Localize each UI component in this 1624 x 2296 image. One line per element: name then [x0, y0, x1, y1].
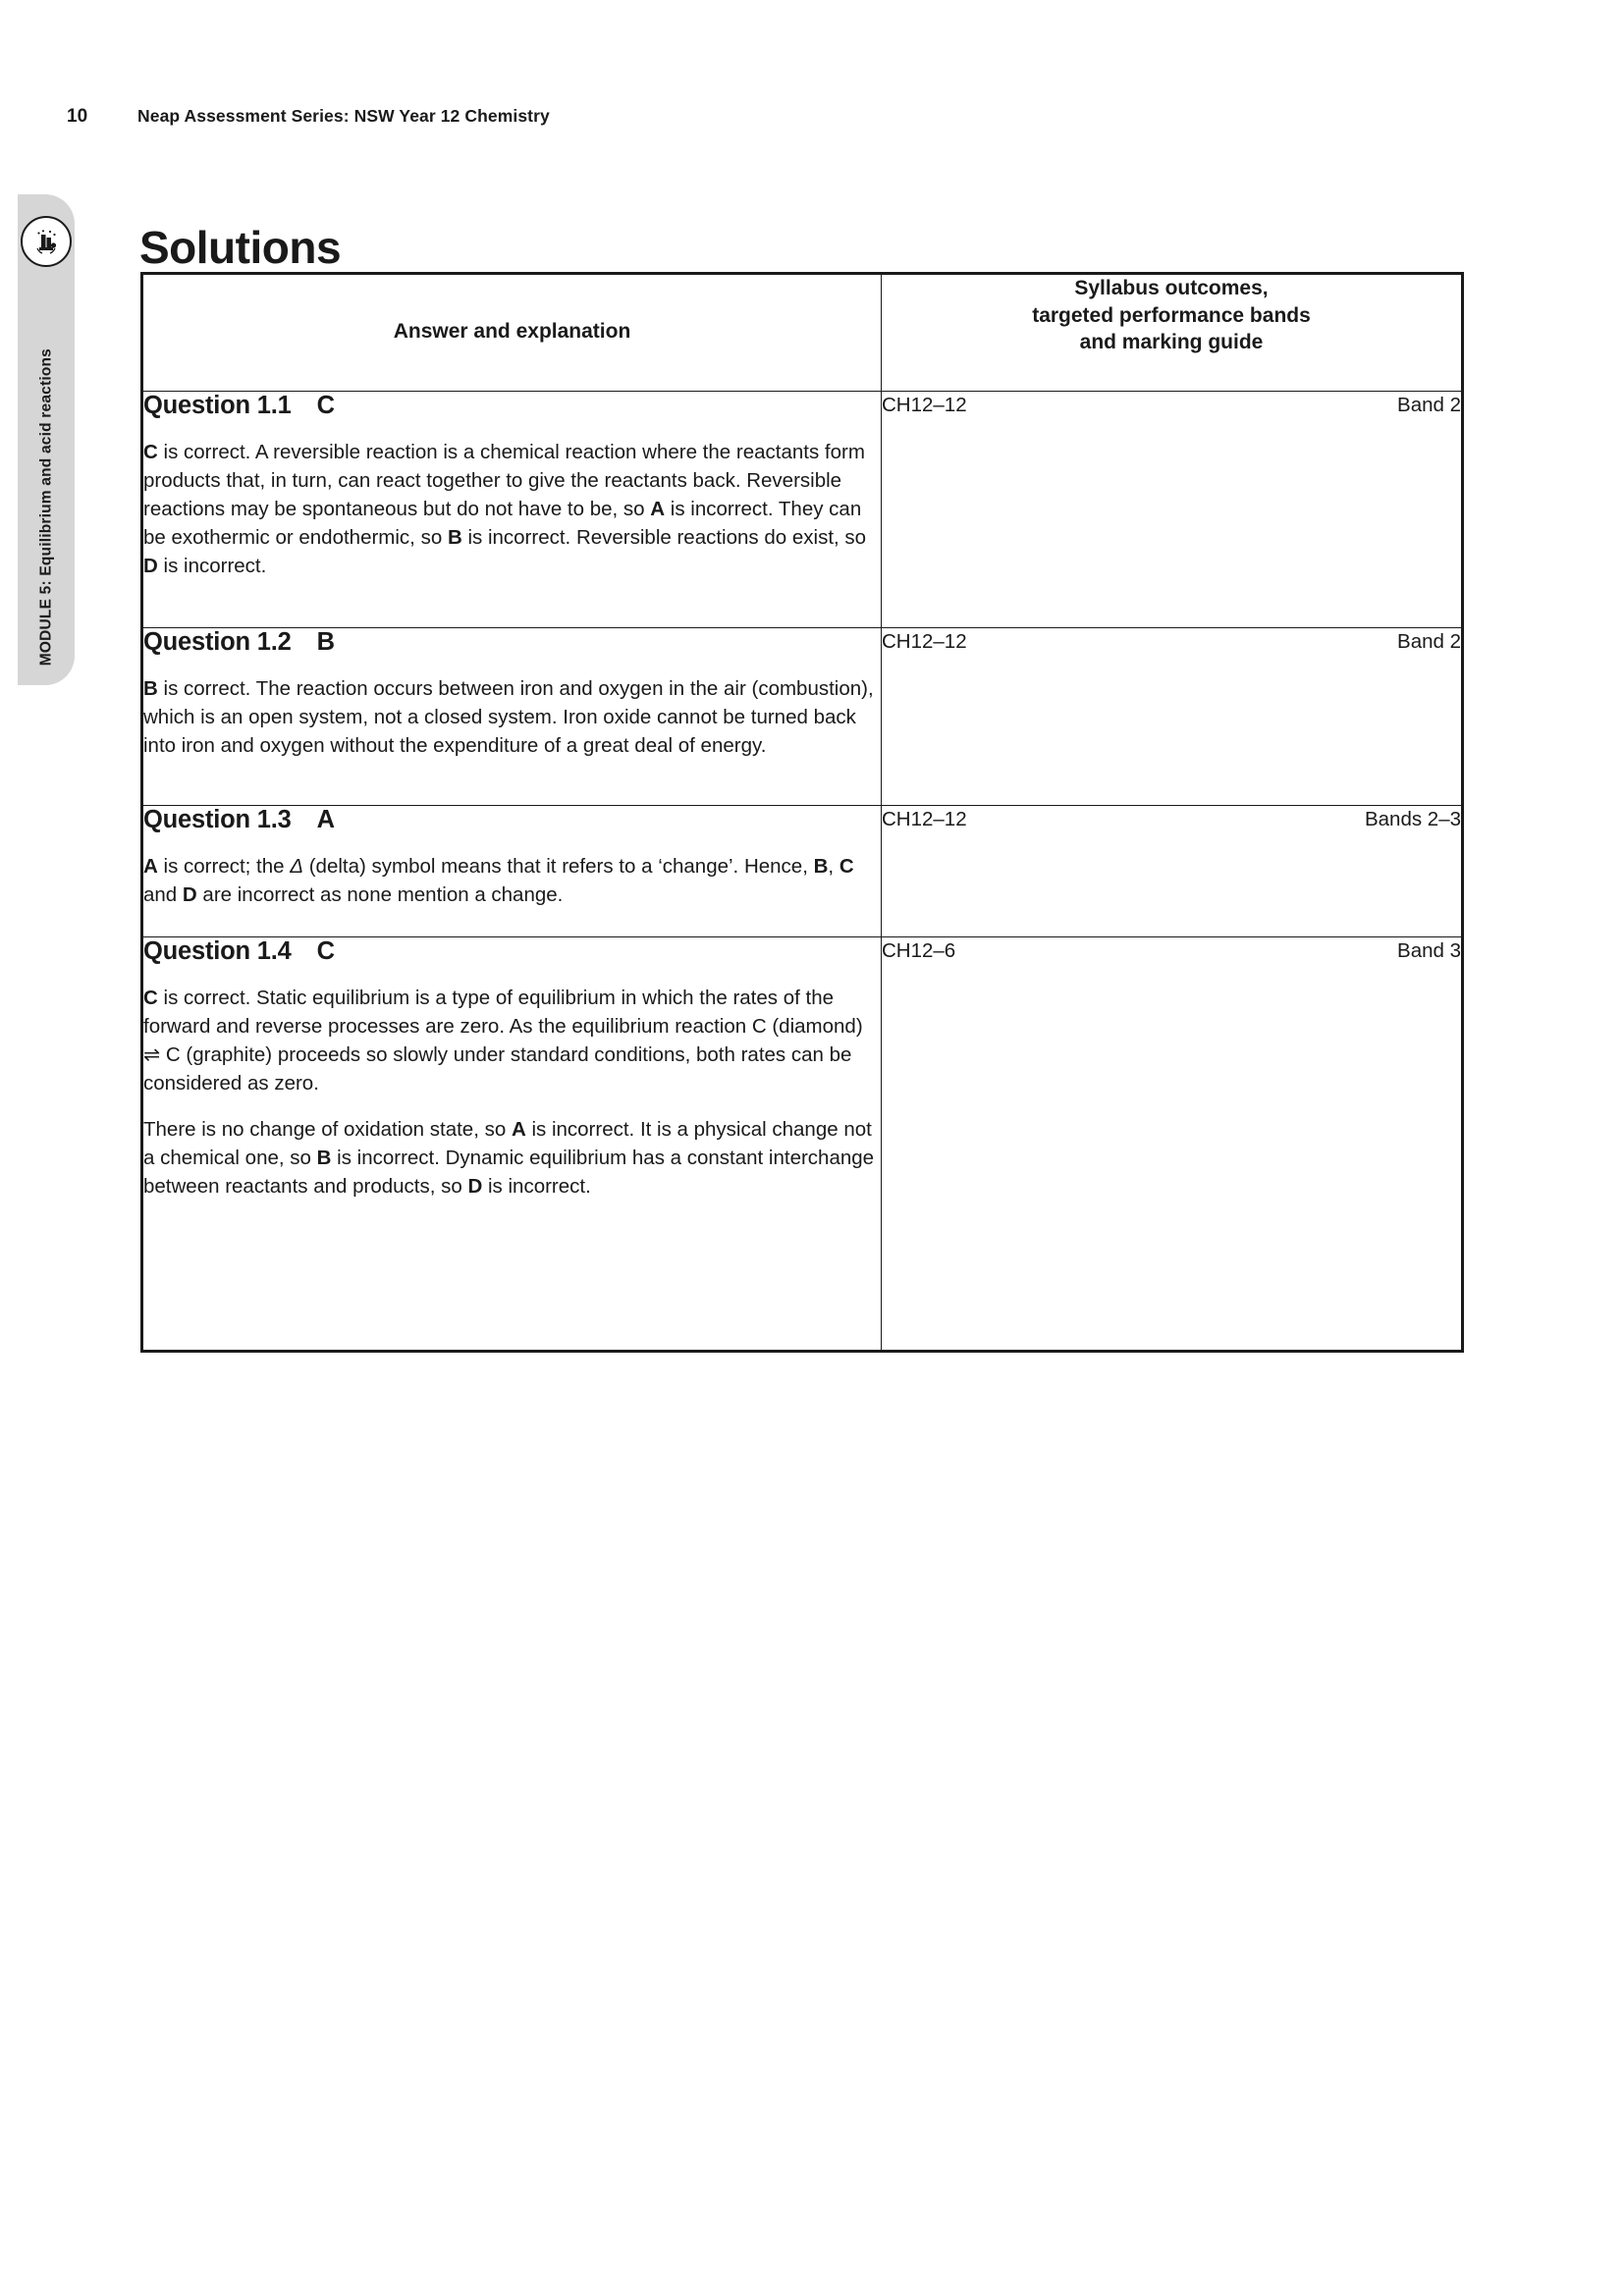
syllabus-outcome-code: CH12–12 [882, 807, 967, 830]
page-title: Solutions [139, 221, 342, 273]
table-row [142, 936, 1463, 1351]
performance-band: Band 3 [1397, 938, 1461, 962]
syllabus-outcome-code: CH12–12 [882, 629, 967, 653]
table-row [142, 627, 1463, 805]
table-header-row [142, 274, 1463, 392]
equilibrium-arrow-icon: ⇌ [143, 1042, 161, 1066]
syllabus-outcome-code: CH12–6 [882, 938, 956, 962]
explanation-paragraph: A is correct; the Δ (delta) symbol means that it refers to a ‘change’. Hence, B, C and D are incorrect as none mention a change. [143, 854, 854, 906]
outcome-cell [882, 936, 1463, 1351]
beaker-flask-icon [21, 216, 72, 267]
outcome-cell [882, 391, 1463, 627]
question-answer-letter: C [316, 936, 335, 965]
question-answer-letter: C [316, 391, 335, 419]
question-body [143, 852, 881, 909]
table-row [142, 805, 1463, 936]
question-body [143, 674, 881, 760]
solutions-table [140, 272, 1464, 1353]
column-header-outcome-line2: targeted performance bands [1032, 303, 1311, 327]
explanation-paragraph: C is correct. A reversible reaction is a chemical reaction where the reactants form products that, in turn, can react together to give the reactants back. Reversible reactions may be spontaneous but do not have to be, so A is incorrect. They can be exothermic or endothermic, so B is incorrect. Reversible reactions do exist, so D is incorrect. [143, 440, 867, 578]
answer-cell [142, 805, 882, 936]
outcome-cell [882, 805, 1463, 936]
table-head [142, 274, 1463, 392]
answer-cell [142, 627, 882, 805]
performance-band: Band 2 [1397, 393, 1461, 416]
question-heading [143, 937, 881, 966]
syllabus-outcome-code: CH12–12 [882, 393, 967, 416]
answer-cell [142, 936, 882, 1351]
question-body [143, 984, 881, 1201]
column-header-outcome-line1: Syllabus outcomes, [1074, 277, 1269, 299]
question-body [143, 438, 881, 581]
table-row [142, 391, 1463, 627]
question-answer-letter: A [316, 805, 335, 833]
performance-band: Bands 2–3 [1364, 807, 1461, 830]
module-side-tab-label: MODULE 5: Equilibrium and acid reactions [37, 347, 55, 666]
running-header [67, 106, 550, 128]
column-header-answer: Answer and explanation [142, 274, 882, 392]
question-label: Question 1.4 [143, 936, 292, 965]
answer-cell [142, 391, 882, 627]
table-body [142, 391, 1463, 1351]
outcome-line [882, 937, 1461, 966]
column-header-outcome [882, 274, 1463, 392]
question-heading [143, 628, 881, 657]
delta-symbol: Δ [290, 854, 304, 878]
explanation-paragraph: B is correct. The reaction occurs between iron and oxygen in the air (combustion), which is an open system, not a closed system. Iron oxide cannot be turned back into iron and oxygen without the expenditure of a great deal of energy. [143, 676, 874, 757]
question-heading [143, 806, 881, 834]
performance-band: Band 2 [1397, 629, 1461, 653]
outcome-line [882, 806, 1461, 834]
outcome-line [882, 628, 1461, 657]
question-answer-letter: B [316, 627, 335, 656]
explanation-paragraph: C is correct. Static equilibrium is a type of equilibrium in which the rates of the forward and reverse processes are zero. As the equilibrium reaction C (diamond) ⇌ C (graphite) proceeds so slowly under standard conditions, both rates can be considered as zero. [143, 986, 863, 1095]
page-number: 10 [67, 106, 88, 127]
outcome-cell [882, 627, 1463, 805]
question-label: Question 1.2 [143, 627, 292, 656]
column-header-outcome-line3: and marking guide [1079, 331, 1264, 354]
outcome-line [882, 392, 1461, 420]
question-heading [143, 392, 881, 420]
explanation-paragraph: There is no change of oxidation state, so A is incorrect. It is a physical change not a chemical one, so B is incorrect. Dynamic equilibrium has a constant interchange between reactants and products, so D is incorrect. [143, 1118, 875, 1199]
header-title: Neap Assessment Series: NSW Year 12 Chemistry [137, 106, 550, 126]
module-side-tab [18, 194, 75, 685]
question-label: Question 1.1 [143, 391, 292, 419]
question-label: Question 1.3 [143, 805, 292, 833]
